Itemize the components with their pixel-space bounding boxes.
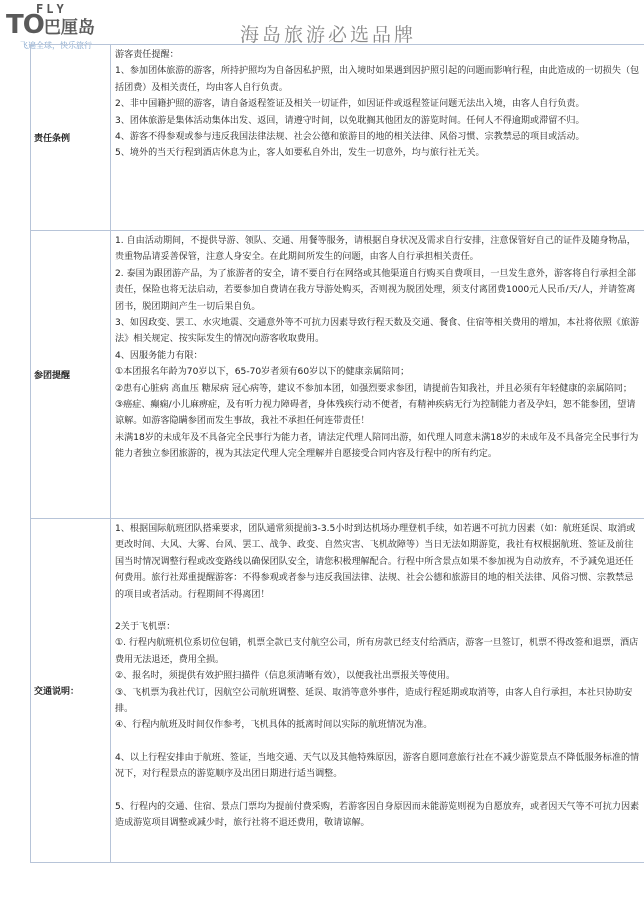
paragraph: 2. 泰国为跟团游产品，为了旅游者的安全，请不要自行在网络或其他渠道自行购买自费项目，一旦发生意外，游客将自行承担全部责任，保险也将无法启动，若要参加自费请在我方导游处购买，否则视为脱团处理，须支付离团费1000元人民币/天/人，并请签离团书，脱团期间产生一切后果自负。 — [115, 268, 636, 312]
paragraph: ③癌症、癫痫/小儿麻痹症，及有听力视力障碍者，身体残疾行动不便者，有精神疾病无行为控制能力者及孕妇，恕不能参团，望请谅解。如游客隐瞒参团而发生事故，我社不承担任何连带责任！ — [115, 400, 636, 427]
section-row-liability — [31, 45, 644, 231]
blank-line — [115, 734, 640, 750]
paragraph: 1、参加团体旅游的游客，所持护照均为自备因私护照，出入境时如果遇到因护照引起的问题而影响行程，由此造成的一切损失（包括团费）及相关责任，均由客人自行负责。 — [115, 66, 640, 93]
paragraph: ④、行程内航班及时间仅作参考，飞机具体的抵离时间以实际的航班情况为准。 — [115, 720, 433, 731]
paragraph: 游客责任提醒： — [115, 50, 179, 60]
logo-slogan: 飞遍全球，快乐旅行 — [20, 41, 92, 50]
paragraph: 2、非中国籍护照的游客，请自备返程签证及相关一切证件，如因证件或返程签证问题无法出入境，由客人自行负责。 — [115, 99, 585, 110]
paragraph: ①本团报名年龄为70岁以下，65-70岁者须有60岁以下的健康亲属陪同； — [115, 367, 410, 378]
page-title: 海岛旅游必选品牌 — [240, 24, 417, 46]
logo-cn-text: 巴厘岛 — [43, 18, 95, 38]
section-row-transport — [31, 519, 644, 863]
paragraph: 4、因服务能力有限： — [115, 350, 203, 361]
blank-line — [115, 783, 640, 799]
paragraph: ③、飞机票为我社代订，因航空公司航班调整、延误、取消等意外事件，造成行程延期或取消等，由客人自行承担，本社只协助安排。 — [115, 687, 633, 715]
logo-fly-text: FLY — [36, 2, 67, 16]
paragraph: 1、根据国际航班团队搭乘要求，团队通常须提前3-3.5小时到达机场办理登机手续，如若遇不可抗力因素（如：航班延误、取消或更改时间、大风、大雾、台风、罢工、战争、政变、自然灾害、飞机故障等）当日无法如期游览，我社有权根据航班、签证及前往国当时情况调整行程或改变路线以确保团队安全，请您积极理解配合。行程中所含景点如果不参加视为自动放弃，不予减免退还任何费用。旅行社郑重提醒游客：不得参观或者参与违反我国法律、法规、社会公德和旅游目的地的相关法律、风俗习惯、宗教禁忌的项目或者活动。行程期间不得离团！ — [115, 524, 636, 600]
section-content-transport — [111, 519, 644, 863]
section-content-liability — [111, 45, 644, 231]
section-label-transport: 交通说明： — [31, 519, 111, 863]
brand-logo — [6, 10, 95, 40]
paragraph: 5、境外的当天行程到酒店休息为止，客人如要私自外出，发生一切意外，均与旅行社无关。 — [115, 148, 485, 159]
paragraph: 5、行程内的交通、住宿、景点门票均为提前付费采购，若游客因自身原因而未能游览则视为自愿放弃，或者因天气等不可抗力因素造成游览项目调整或减少时，旅行社将不退还费用，敬请谅解。 — [115, 801, 640, 829]
section-label-reminder: 参团提醒 — [31, 231, 111, 519]
blank-line — [115, 603, 640, 619]
section-label-liability: 责任条例 — [31, 45, 111, 231]
paragraph: 4、以上行程安排由于航班、签证，当地交通、天气以及其他特殊原因，游客自愿同意旅行社在不减少游览景点不降低服务标准的情况下，对行程景点的游览顺序及出团日期进行适当调整。 — [115, 752, 640, 780]
section-row-reminder — [31, 231, 644, 519]
paragraph: 3、团体旅游是集体活动集体出发、返回，请遵守时间，以免耽搁其他团友的游览时间。任何人不得逾期或滞留不归。 — [115, 115, 585, 126]
paragraph: 3、如因政变、罢工、水灾地震、交通意外等不可抗力因素导致行程天数及交通、餐食、住宿等相关费用的增加，本社将依照《旅游法》相关规定、按实际发生的情况向游客收取费用。 — [115, 318, 640, 345]
paragraph: ②、报名时，须提供有效护照扫描件（信息须清晰有效），以便我社出票报关等使用。 — [115, 671, 456, 682]
paragraph: 未满18岁的未成年及不具备完全民事行为能力者，请法定代理人陪同出游，如代理人同意未满18岁的未成年及不具备完全民事行为能力者独立参团旅游的，视为其法定代理人完全理解并自愿接受合同内容及行程中的所有约定。 — [115, 432, 639, 460]
paragraph: ②患有心脏病 高血压 糖尿病 冠心病等，建议不参加本团，如强烈要求参团，请提前告知我社，并且必须有年轻健康的亲属陪同； — [115, 383, 632, 394]
logo-to-text: TO — [6, 10, 44, 40]
paragraph: 4、游客不得参观或参与违反我国法律法规、社会公德和旅游目的地的相关法律、风俗习惯、宗教禁忌的项目或活动。 — [115, 132, 585, 143]
paragraph: 1. 自由活动期间，不提供导游、领队、交通、用餐等服务，请根据自身状况及需求自行安排，注意保管好自己的证件及随身物品，贵重物品请妥善保管，注意人身安全。在此期间所发生的问题，由客人自行承担相关责任。 — [115, 236, 636, 263]
paragraph: 2关于飞机票： — [115, 622, 176, 633]
section-content-reminder — [111, 231, 644, 519]
paragraph: ①. 行程内航班机位系切位包销，机票全款已支付航空公司，所有房款已经支付给酒店，游客一旦签订，机票不得改签和退票，酒店费用无法退还，费用全损。 — [115, 638, 639, 665]
terms-table — [30, 44, 644, 863]
